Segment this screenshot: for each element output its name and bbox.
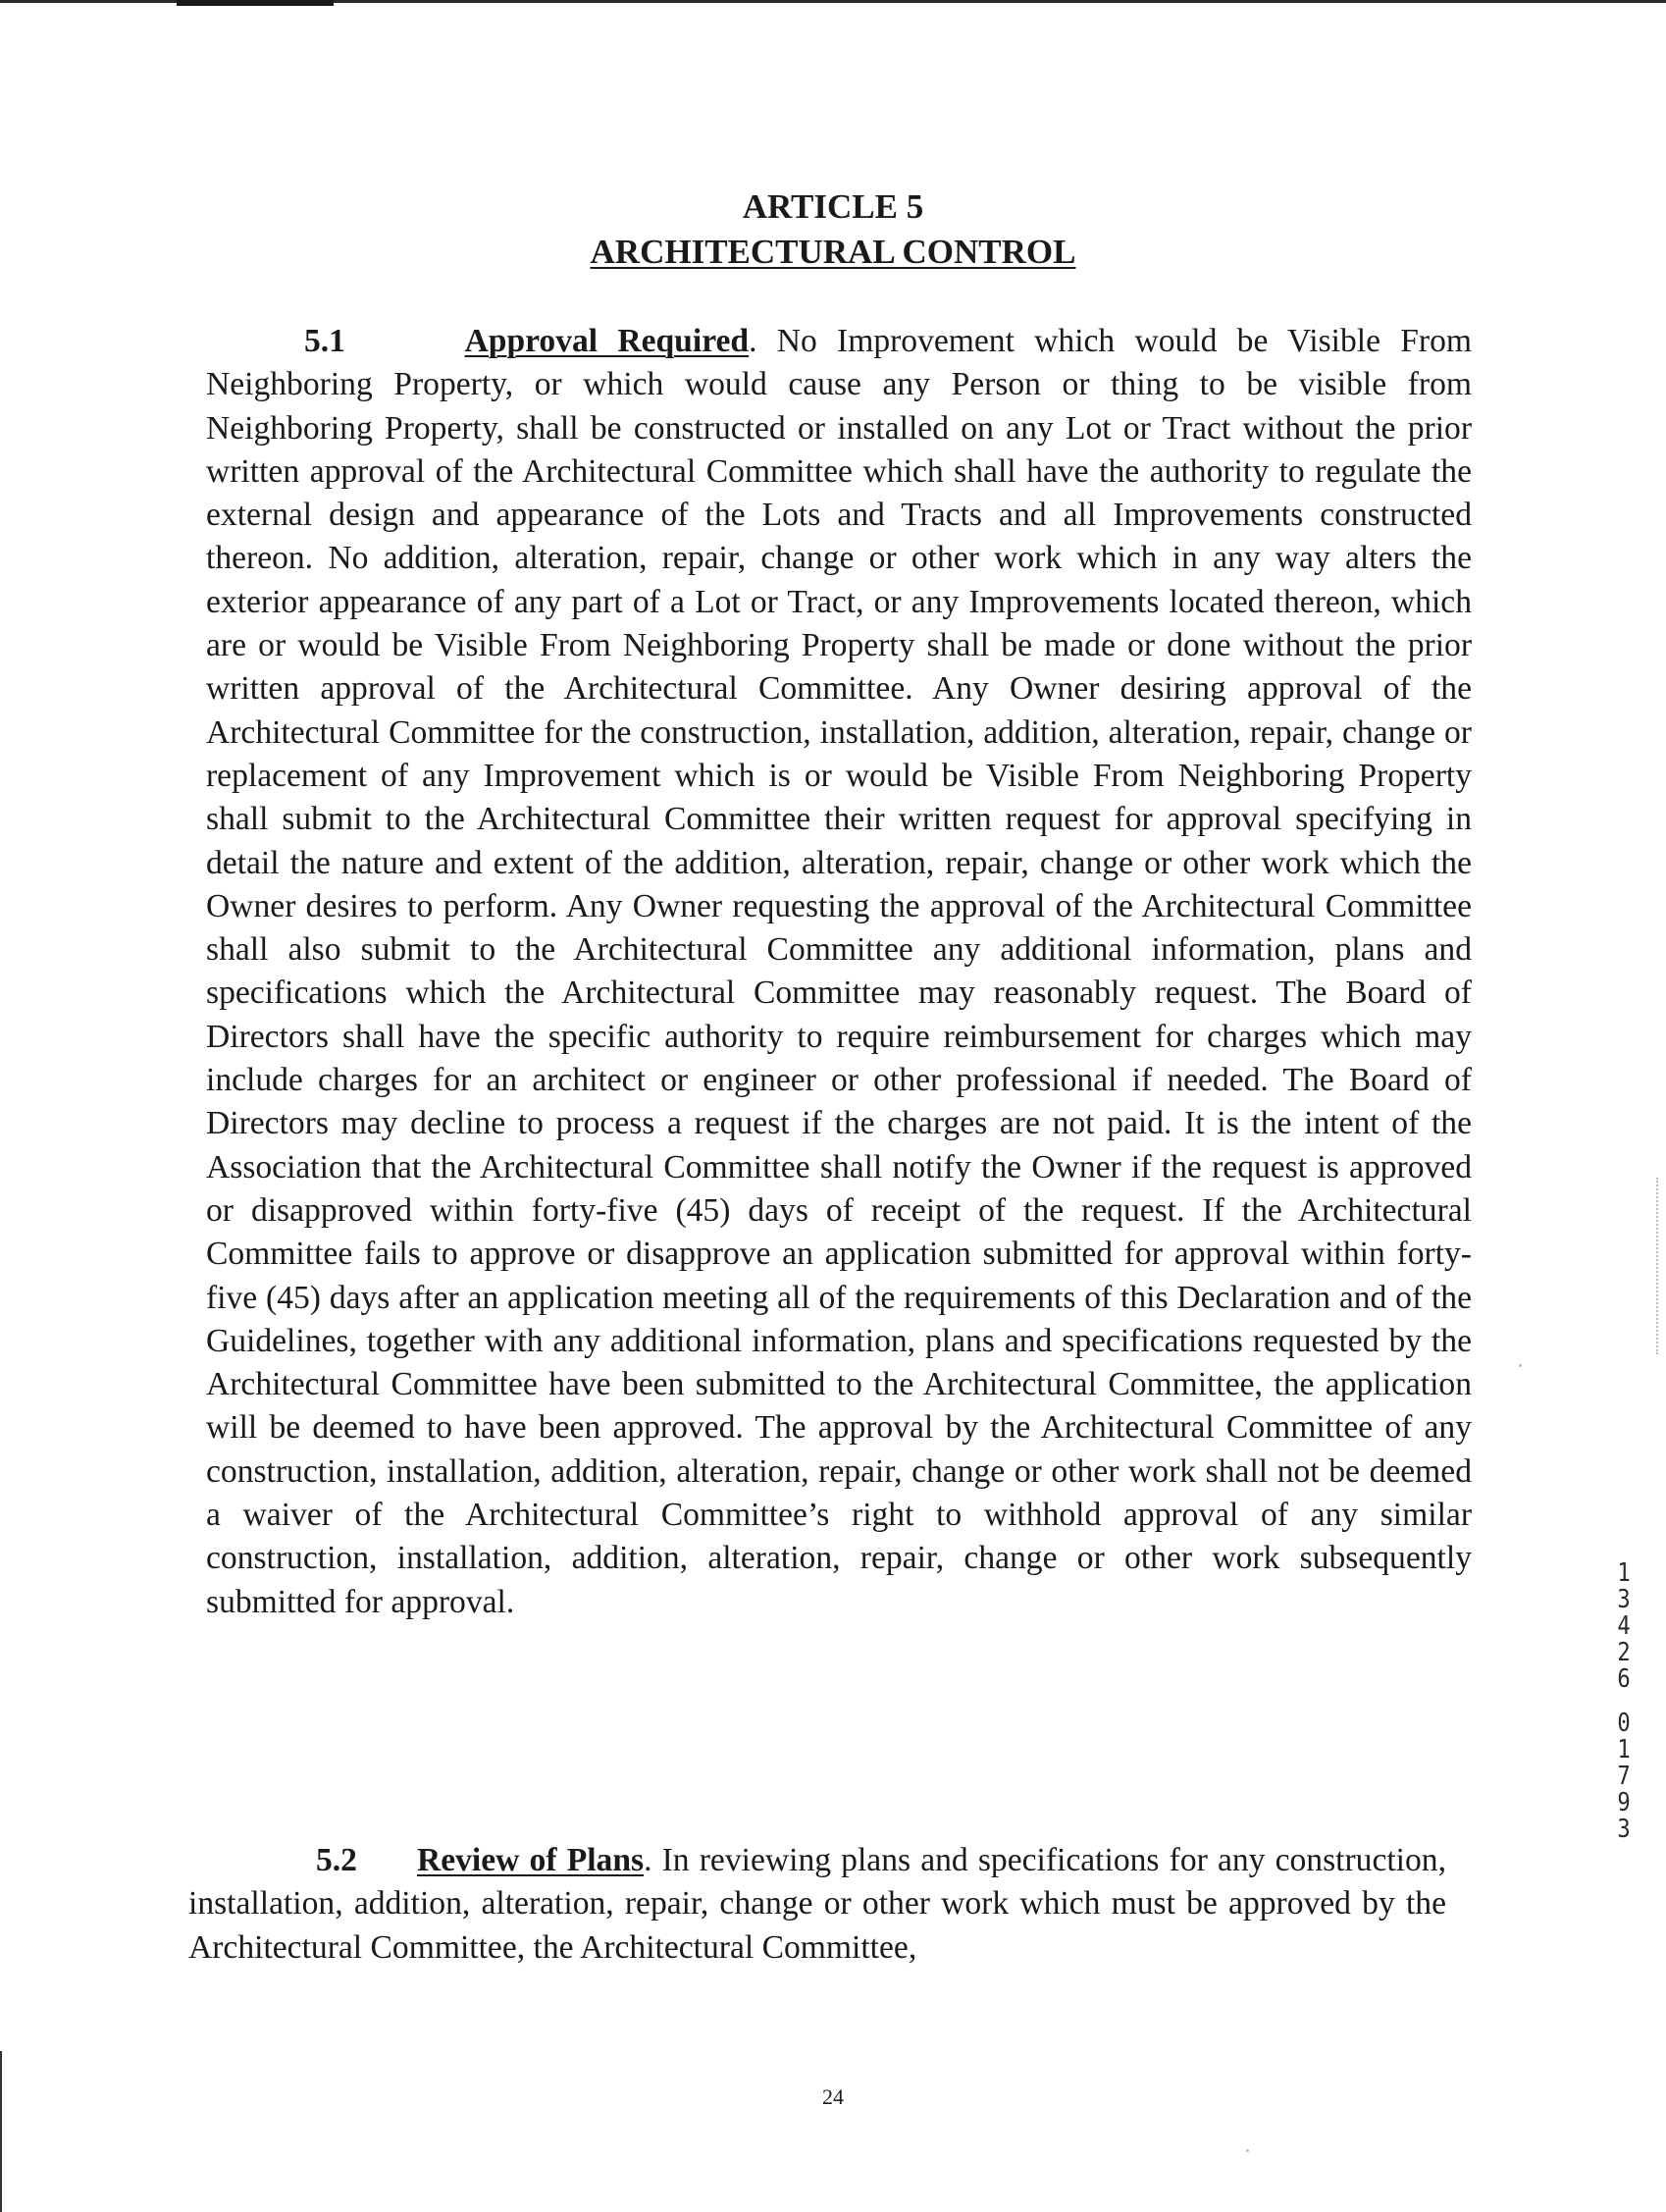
stamp-digit: 4 (1617, 1611, 1631, 1641)
top-edge-scan-mark (177, 0, 334, 6)
stamp-digit: 7 (1617, 1762, 1631, 1791)
stamp-digit: 9 (1617, 1788, 1631, 1817)
section-5-1-body: . No Improvement which would be Visible From Neighboring Property, or which would cause any Person or thing to be visible from Neighboring Property, shall be constructed or installed on any Lot or Tract without the prior written approval of the Architectural Committee which shall have the authority to regulate the external design and appearance of the Lots and Tracts and all Improvements constructed thereon. No addition, alteration, repair, change or other work which in any way alters the exterior appearance of any part of a Lot or Tract, or any Improvements located thereon, which are or would be Visible From Neighboring Property shall be made or done without the prior written approval of the Architectural Committee. Any Owner desiring approval of the Architectural Committee for the construction, installation, addition, alteration, repair, change or replacement of any Improvement which is or would be Visible From Neighboring Property shall submit to the Architectural Committee their written request for approval specifying in detail the nature and extent of the addition, alteration, repair, change or other work which the Owner desires to perform. Any Owner requesting the approval of the Architectural Committee shall also submit to the Architectural Committee any additional information, plans and specifications which the Architectural Committee may reasonably request. The Board of Directors shall have the specific authority to require reimbursement for charges which may include charges for an architect or engineer or other professional if needed. The Board of Directors may decline to process a request if the charges are not paid. It is the intent of the Association that the Architectural Committee shall notify the Owner if the request is approved or disapproved within forty-five (45) days of receipt of the request. If the Architectural Committee fails to approve or disapprove an application submitted for approval within forty-five (45) days after an application meeting all of the requirements of this Declaration and of the Guidelines, together with any additional information, plans and specifications requested by the Architectural Committee have been submitted to the Architectural Committee, the application will be deemed to have been approved. The approval by the Architectural Committee of any construction, installation, addition, alteration, repair, change or other work shall not be deemed a waiver of the Architectural Committee’s right to withhold approval of any similar construction, installation, addition, alteration, repair, change or other work subsequently submitted for approval. (206, 323, 1473, 1620)
right-edge-scan-mark (1654, 1178, 1658, 1354)
recording-stamp (1610, 1560, 1639, 1843)
section-5-2-number: 5.2 (316, 1842, 357, 1878)
stamp-digit: 0 (1617, 1709, 1631, 1738)
section-5-2-paragraph (188, 1839, 1446, 1970)
stamp-digit: 6 (1617, 1664, 1631, 1694)
page-number: 24 (822, 2084, 844, 2109)
article-title: ARCHITECTURAL CONTROL (590, 233, 1076, 271)
stamp-digit: 1 (1617, 1558, 1631, 1588)
section-5-1-paragraph (206, 320, 1472, 1624)
stamp-digit: 3 (1617, 1585, 1631, 1614)
left-edge-scan-mark (0, 2051, 2, 2212)
scan-speck (1519, 1364, 1522, 1367)
stamp-digit: 3 (1617, 1815, 1631, 1844)
stamp-digit: 2 (1617, 1638, 1631, 1667)
stamp-digit: 1 (1617, 1735, 1631, 1764)
section-5-2-title: Review of Plans (416, 1842, 645, 1878)
article-number: ARTICLE 5 (742, 187, 924, 226)
section-5-1-number: 5.1 (304, 323, 345, 359)
section-5-2-body: . In reviewing plans and specifications for any construction, installation, addition, alteration, repair, change or other work which must be approved by the Architectural Committee, the Architectural Committee, (188, 1842, 1446, 1966)
scan-speck (1246, 2149, 1249, 2152)
section-5-1-title: Approval Required (464, 323, 750, 359)
